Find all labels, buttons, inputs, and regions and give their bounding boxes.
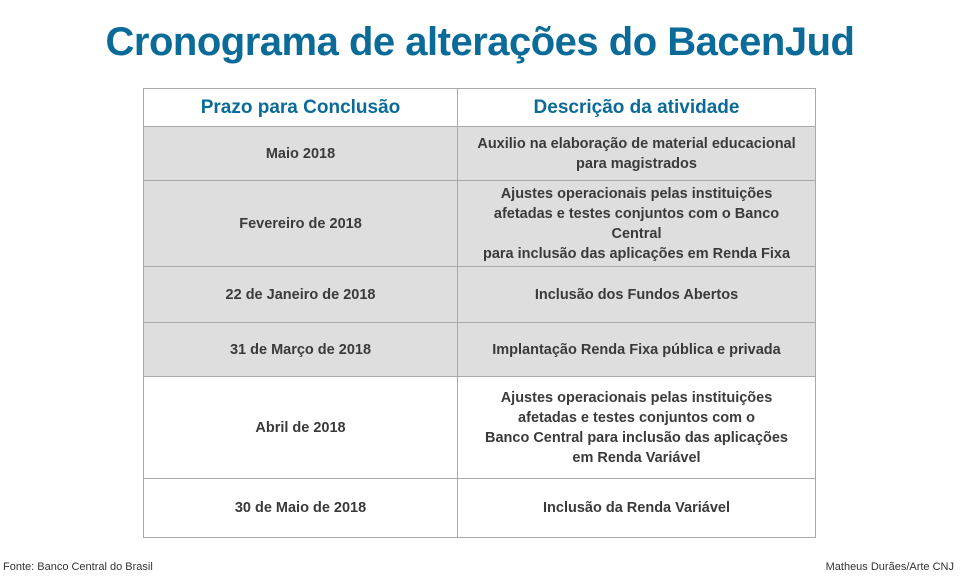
- description-line: Banco Central para inclusão das aplicações: [484, 429, 788, 446]
- description-line: em Renda Variável: [572, 449, 701, 466]
- art-credit: Matheus Durães/Arte CNJ: [825, 561, 954, 573]
- description-line: para magistrados: [576, 155, 697, 172]
- description-cell: [458, 181, 816, 267]
- description-cell: [458, 127, 816, 181]
- deadline-cell: Abril de 2018: [144, 377, 458, 479]
- table-header-row: [144, 89, 816, 127]
- table-row: [144, 377, 816, 479]
- description-cell: [458, 377, 816, 479]
- description-line: Ajustes operacionais pelas instituições: [500, 389, 773, 406]
- deadline-cell: 22 de Janeiro de 2018: [144, 267, 458, 323]
- description-line: Inclusão dos Fundos Abertos: [534, 286, 739, 303]
- page-title: Cronograma de alterações do BacenJud: [105, 20, 855, 64]
- deadline-cell: Fevereiro de 2018: [144, 181, 458, 267]
- description-line: afetadas e testes conjuntos com o Banco Central: [493, 205, 780, 242]
- description-cell: [458, 479, 816, 538]
- deadline-cell: 31 de Março de 2018: [144, 323, 458, 377]
- description-line: Ajustes operacionais pelas instituições: [500, 185, 773, 202]
- source-credit: Fonte: Banco Central do Brasil: [3, 561, 153, 573]
- deadline-cell: Maio 2018: [144, 127, 458, 181]
- description-line: para inclusão das aplicações em Renda Fixa: [482, 245, 791, 262]
- deadline-cell: 30 de Maio de 2018: [144, 479, 458, 538]
- table-row: [144, 479, 816, 538]
- header-deadline: Prazo para Conclusão: [144, 89, 458, 127]
- description-cell: [458, 323, 816, 377]
- schedule-table: [143, 88, 816, 538]
- header-description: Descrição da atividade: [458, 89, 816, 127]
- description-line: afetadas e testes conjuntos com o: [518, 409, 755, 426]
- description-line: Inclusão da Renda Variável: [543, 500, 730, 516]
- table-row: [144, 267, 816, 323]
- table-row: [144, 323, 816, 377]
- description-line: Auxilio na elaboração de material educacional: [477, 135, 796, 152]
- table-row: [144, 181, 816, 267]
- description-line: Implantação Renda Fixa pública e privada: [492, 341, 781, 358]
- table-row: [144, 127, 816, 181]
- description-cell: [458, 267, 816, 323]
